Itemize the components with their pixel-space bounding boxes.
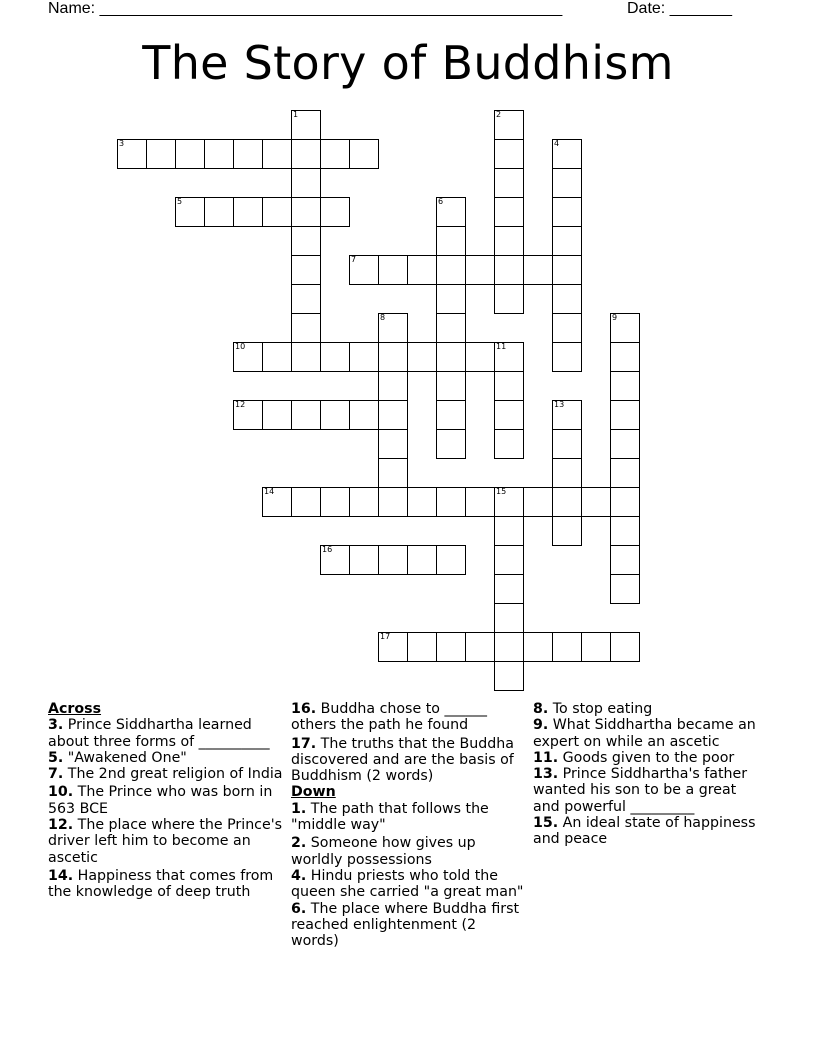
cell-number: 7 xyxy=(351,255,357,264)
clue-number: 10. xyxy=(48,784,74,801)
clue-number: 16. xyxy=(291,701,317,717)
grid-cell[interactable] xyxy=(436,487,466,517)
clue-text: Someone how gives up worldly possessions xyxy=(291,835,476,868)
grid-cell[interactable] xyxy=(552,168,582,198)
grid-cell[interactable] xyxy=(552,487,582,517)
clues-column-3 xyxy=(533,701,765,848)
grid-cell[interactable] xyxy=(436,545,466,575)
grid-cell[interactable] xyxy=(378,400,408,430)
grid-cell[interactable] xyxy=(436,371,466,401)
grid-cell[interactable] xyxy=(494,574,524,604)
grid-cell[interactable] xyxy=(407,487,437,517)
grid-cell[interactable] xyxy=(494,516,524,546)
grid-cell[interactable] xyxy=(494,661,524,691)
clue-number: 1. xyxy=(291,800,307,817)
grid-cell[interactable] xyxy=(610,371,640,401)
puzzle-title: The Story of Buddhism xyxy=(142,36,674,90)
cell-number: 4 xyxy=(554,139,560,148)
grid-cell[interactable] xyxy=(349,342,379,372)
grid-cell[interactable] xyxy=(349,139,379,169)
clue-number: 8. xyxy=(533,701,549,717)
grid-cell[interactable] xyxy=(494,284,524,314)
grid-cell[interactable] xyxy=(552,429,582,459)
grid-cell[interactable] xyxy=(552,139,582,169)
grid-cell[interactable] xyxy=(407,342,437,372)
clue-across-12 xyxy=(48,817,284,866)
grid-cell[interactable] xyxy=(320,342,350,372)
grid-cell[interactable] xyxy=(291,110,321,140)
grid-cell[interactable] xyxy=(320,400,350,430)
grid-cell[interactable] xyxy=(552,516,582,546)
clue-across-17 xyxy=(291,736,525,785)
grid-cell[interactable] xyxy=(407,632,437,662)
grid-cell[interactable] xyxy=(291,255,321,285)
clue-across-7 xyxy=(48,766,284,782)
clue-number: 14. xyxy=(48,867,74,884)
grid-cell[interactable] xyxy=(349,255,379,285)
cell-number: 13 xyxy=(554,400,565,409)
cell-number: 9 xyxy=(612,313,618,322)
grid-cell[interactable] xyxy=(407,255,437,285)
down-heading: Down xyxy=(291,784,336,801)
clue-down-11 xyxy=(533,750,765,766)
grid-cell[interactable] xyxy=(378,545,408,575)
cell-number: 11 xyxy=(496,342,507,351)
clue-down-4 xyxy=(291,868,525,901)
grid-cell[interactable] xyxy=(552,342,582,372)
grid-cell[interactable] xyxy=(349,545,379,575)
clue-text: To stop eating xyxy=(552,701,653,717)
grid-cell[interactable] xyxy=(378,255,408,285)
grid-cell[interactable] xyxy=(175,139,205,169)
grid-cell[interactable] xyxy=(494,429,524,459)
clue-down-8 xyxy=(533,701,765,717)
grid-cell[interactable] xyxy=(494,139,524,169)
grid-cell[interactable] xyxy=(465,342,495,372)
clue-across-14 xyxy=(48,868,284,901)
clue-number: 7. xyxy=(48,766,64,783)
cell-number: 3 xyxy=(119,139,125,148)
grid-cell[interactable] xyxy=(465,255,495,285)
grid-cell[interactable] xyxy=(610,429,640,459)
grid-cell[interactable] xyxy=(436,255,466,285)
grid-cell[interactable] xyxy=(552,313,582,343)
clue-number: 9. xyxy=(533,717,549,734)
cell-number: 16 xyxy=(322,545,333,554)
grid-cell[interactable] xyxy=(494,545,524,575)
clue-text: An ideal state of happiness and peace xyxy=(533,815,756,848)
grid-cell[interactable] xyxy=(233,400,263,430)
grid-cell[interactable] xyxy=(610,458,640,488)
grid-cell[interactable] xyxy=(465,487,495,517)
grid-cell[interactable] xyxy=(291,400,321,430)
grid-cell[interactable] xyxy=(262,197,292,227)
cell-number: 6 xyxy=(438,197,444,206)
grid-cell[interactable] xyxy=(320,139,350,169)
clue-number: 17. xyxy=(291,735,317,752)
clue-down-2 xyxy=(291,835,525,868)
across-heading: Across xyxy=(48,701,102,717)
grid-cell[interactable] xyxy=(233,342,263,372)
cell-number: 17 xyxy=(380,632,391,641)
grid-cell[interactable] xyxy=(204,139,234,169)
cell-number: 15 xyxy=(496,487,507,496)
clue-text: The place where Buddha first reached enlightenment (2 words) xyxy=(291,900,520,950)
grid-cell[interactable] xyxy=(494,255,524,285)
clue-number: 3. xyxy=(48,717,64,734)
grid-cell[interactable] xyxy=(320,545,350,575)
grid-cell[interactable] xyxy=(494,110,524,140)
grid-cell[interactable] xyxy=(610,342,640,372)
grid-cell[interactable] xyxy=(378,429,408,459)
clue-text: Happiness that comes from the knowledge of deep truth xyxy=(48,867,274,901)
grid-cell[interactable] xyxy=(494,371,524,401)
grid-cell[interactable] xyxy=(552,632,582,662)
grid-cell[interactable] xyxy=(262,400,292,430)
grid-cell[interactable] xyxy=(552,255,582,285)
clue-text: Prince Siddhartha's father wanted his son to be a great and powerful _________ xyxy=(533,766,748,815)
clue-text: What Siddhartha became an expert on while an ascetic xyxy=(533,717,756,750)
clue-text: The path that follows the "middle way" xyxy=(291,800,489,834)
grid-cell[interactable] xyxy=(378,632,408,662)
cell-number: 2 xyxy=(496,110,502,119)
grid-cell[interactable] xyxy=(610,487,640,517)
grid-cell[interactable] xyxy=(494,226,524,256)
clue-number: 4. xyxy=(291,867,307,884)
grid-cell[interactable] xyxy=(436,197,466,227)
cell-number: 1 xyxy=(293,110,299,119)
clue-text: Hindu priests who told the queen she carried "a great man" xyxy=(291,867,524,901)
clue-text: Prince Siddhartha learned about three forms of __________ xyxy=(48,717,270,750)
date-field[interactable]: Date: _______ xyxy=(627,0,732,17)
cell-number: 10 xyxy=(235,342,246,351)
grid-cell[interactable] xyxy=(494,197,524,227)
clue-down-6 xyxy=(291,901,525,950)
clue-down-1 xyxy=(291,801,525,834)
grid-cell[interactable] xyxy=(494,603,524,633)
grid-cell[interactable] xyxy=(262,342,292,372)
grid-cell[interactable] xyxy=(349,400,379,430)
grid-cell[interactable] xyxy=(291,139,321,169)
cell-number: 12 xyxy=(235,400,246,409)
grid-cell[interactable] xyxy=(610,400,640,430)
grid-cell[interactable] xyxy=(436,400,466,430)
grid-cell[interactable] xyxy=(552,197,582,227)
grid-cell[interactable] xyxy=(378,458,408,488)
clue-number: 2. xyxy=(291,835,307,852)
clue-number: 13. xyxy=(533,766,559,783)
clue-down-15 xyxy=(533,815,765,848)
grid-cell[interactable] xyxy=(291,197,321,227)
grid-cell[interactable] xyxy=(581,487,611,517)
grid-cell[interactable] xyxy=(291,284,321,314)
grid-cell[interactable] xyxy=(610,574,640,604)
grid-cell[interactable] xyxy=(233,197,263,227)
grid-cell[interactable] xyxy=(117,139,147,169)
grid-cell[interactable] xyxy=(610,313,640,343)
grid-cell[interactable] xyxy=(436,429,466,459)
grid-cell[interactable] xyxy=(552,226,582,256)
grid-cell[interactable] xyxy=(523,255,553,285)
clue-across-3 xyxy=(48,717,284,750)
clue-text: The place where the Prince's driver left him to become an ascetic xyxy=(48,817,283,866)
grid-cell[interactable] xyxy=(349,487,379,517)
cell-number: 8 xyxy=(380,313,386,322)
grid-cell[interactable] xyxy=(494,342,524,372)
clue-text: The truths that the Buddha discovered and are the basis of Buddhism (2 words) xyxy=(291,735,514,785)
clue-across-5 xyxy=(48,750,284,766)
clues-column-2 xyxy=(291,701,525,949)
grid-cell[interactable] xyxy=(436,313,466,343)
grid-cell[interactable] xyxy=(378,342,408,372)
grid-cell[interactable] xyxy=(610,516,640,546)
grid-cell[interactable] xyxy=(320,487,350,517)
grid-cell[interactable] xyxy=(552,284,582,314)
grid-cell[interactable] xyxy=(407,545,437,575)
grid-cell[interactable] xyxy=(610,545,640,575)
grid-cell[interactable] xyxy=(523,487,553,517)
clue-text: "Awakened One" xyxy=(67,749,187,766)
cell-number: 5 xyxy=(177,197,183,206)
grid-cell[interactable] xyxy=(320,197,350,227)
grid-cell[interactable] xyxy=(146,139,176,169)
clues-column-1 xyxy=(48,701,284,901)
clue-down-9 xyxy=(533,717,765,750)
grid-cell[interactable] xyxy=(378,313,408,343)
clue-down-13 xyxy=(533,766,765,815)
clue-number: 11. xyxy=(533,749,559,766)
grid-cell[interactable] xyxy=(262,487,292,517)
clue-number: 15. xyxy=(533,815,559,832)
grid-cell[interactable] xyxy=(233,139,263,169)
grid-cell[interactable] xyxy=(494,632,524,662)
grid-cell[interactable] xyxy=(262,139,292,169)
grid-cell[interactable] xyxy=(436,632,466,662)
grid-cell[interactable] xyxy=(436,342,466,372)
clue-text: Buddha chose to ______ others the path he found xyxy=(291,701,488,734)
grid-cell[interactable] xyxy=(494,168,524,198)
clue-text: The 2nd great religion of India xyxy=(67,766,283,783)
clue-text: Goods given to the poor xyxy=(562,749,735,766)
clue-number: 6. xyxy=(291,900,307,917)
cell-number: 14 xyxy=(264,487,275,496)
grid-cell[interactable] xyxy=(552,400,582,430)
clue-number: 5. xyxy=(48,749,64,766)
grid-cell[interactable] xyxy=(494,400,524,430)
grid-cell[interactable] xyxy=(436,284,466,314)
grid-cell[interactable] xyxy=(494,487,524,517)
grid-cell[interactable] xyxy=(465,632,495,662)
grid-cell[interactable] xyxy=(175,197,205,227)
grid-cell[interactable] xyxy=(291,226,321,256)
name-field[interactable]: Name: ____________________________________________________ xyxy=(48,0,563,17)
clue-number: 12. xyxy=(48,817,74,834)
clue-text: The Prince who was born in 563 BCE xyxy=(48,784,273,817)
grid-cell[interactable] xyxy=(291,313,321,343)
grid-cell[interactable] xyxy=(378,371,408,401)
grid-cell[interactable] xyxy=(291,168,321,198)
grid-cell[interactable] xyxy=(523,632,553,662)
grid-cell[interactable] xyxy=(436,226,466,256)
grid-cell[interactable] xyxy=(291,342,321,372)
clue-across-10 xyxy=(48,784,284,817)
grid-cell[interactable] xyxy=(581,632,611,662)
clue-across-16 xyxy=(291,701,525,734)
grid-cell[interactable] xyxy=(552,458,582,488)
grid-cell[interactable] xyxy=(610,632,640,662)
grid-cell[interactable] xyxy=(204,197,234,227)
grid-cell[interactable] xyxy=(291,487,321,517)
grid-cell[interactable] xyxy=(378,487,408,517)
